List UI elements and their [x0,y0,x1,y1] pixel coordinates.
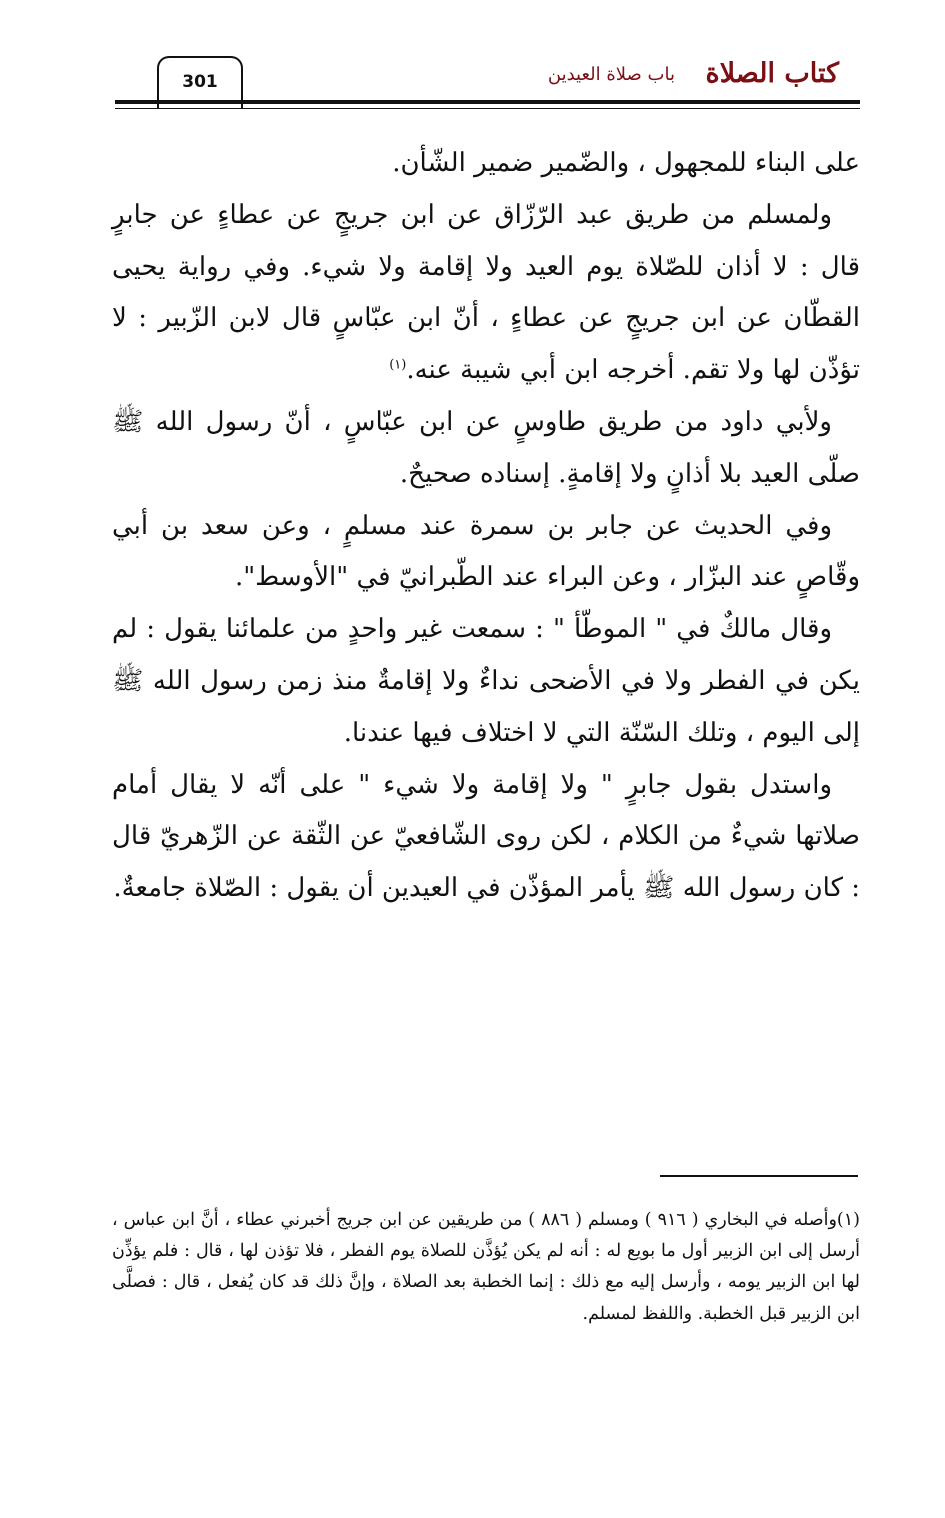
book-title: كتاب الصلاة [705,58,839,89]
header-rule-thick [115,100,860,104]
footnote-marker: (١) [389,357,407,373]
paragraph-3: ولأبي داود من طريق طاوسٍ عن ابن عبّاسٍ ، أنّ رسول الله ﷺ صلّى العيد بلا أذانٍ ولا إقامةٍ. إسناده صحيحٌ. [112,406,860,489]
paragraph-1: على البناء للمجهول ، والضّمير ضمير الشّأن. [392,148,860,178]
footnote-1: (١)وأصله في البخاري ( ٩١٦ ) ومسلم ( ٨٨٦ ) من طريقين عن ابن جريج أخبرني عطاء ، أنَّ ابن عباس ، أرسل إلى ابن الزبير أول ما بويع له : أنه لم يكن يُؤذَّن للصلاة يوم الفطر ، فلا تؤذن لها ، قال : فلم يؤذِّن لها ابن الزبير يومه ، وأرسل إليه مع ذلك : إنما الخطبة بعد الصلاة ، وإنَّ ذلك قد كان يُفعل ، قال : فصلَّى ابن الزبير قبل الخطبة. واللفظ لمسلم. [112,1210,860,1324]
header-rule-thin [115,108,860,109]
paragraph-2 [112,190,860,397]
paragraph-2-text: ولمسلم من طريق عبد الرّزّاق عن ابن جريجٍ عن عطاءٍ عن جابرٍ قال : لا أذان للصّلاة يوم العيد ولا إقامة ولا شيء. وفي رواية يحيى القطّان عن ابن جريجٍ عن عطاءٍ ، أنّ ابن عبّاسٍ قال لابن الزّبير : لا تؤذّن لها ولا تقم. أخرجه ابن أبي شيبة عنه. [112,199,860,386]
footnote [112,1205,860,1330]
main-text [112,138,860,915]
paragraph-5: وقال مالكٌ في " الموطّأ " : سمعت غير واحدٍ من علمائنا يقول : لم يكن في الفطر ولا في الأضحى نداءٌ ولا إقامةٌ منذ زمن رسول الله ﷺ إلى اليوم ، وتلك السّنّة التي لا اختلاف فيها عندنا. [112,614,860,748]
paragraph-4: وفي الحديث عن جابر بن سمرة عند مسلمٍ ، وعن سعد بن أبي وقّاصٍ عند البزّار ، وعن البراء عند الطّبرانيّ في "الأوسط". [112,510,860,593]
chapter-title: باب صلاة العيدين [547,64,675,85]
paragraph-6: واستدل بقول جابرٍ " ولا إقامة ولا شيء " على أنّه لا يقال أمام صلاتها شيءٌ من الكلام ، لكن روى الشّافعيّ عن الثّقة عن الزّهريّ قال : كان رسول الله ﷺ يأمر المؤذّن في العيدين أن يقول : الصّلاة جامعةٌ. [112,769,860,904]
footnote-separator [660,1175,858,1177]
page-number: 301 [182,72,218,92]
